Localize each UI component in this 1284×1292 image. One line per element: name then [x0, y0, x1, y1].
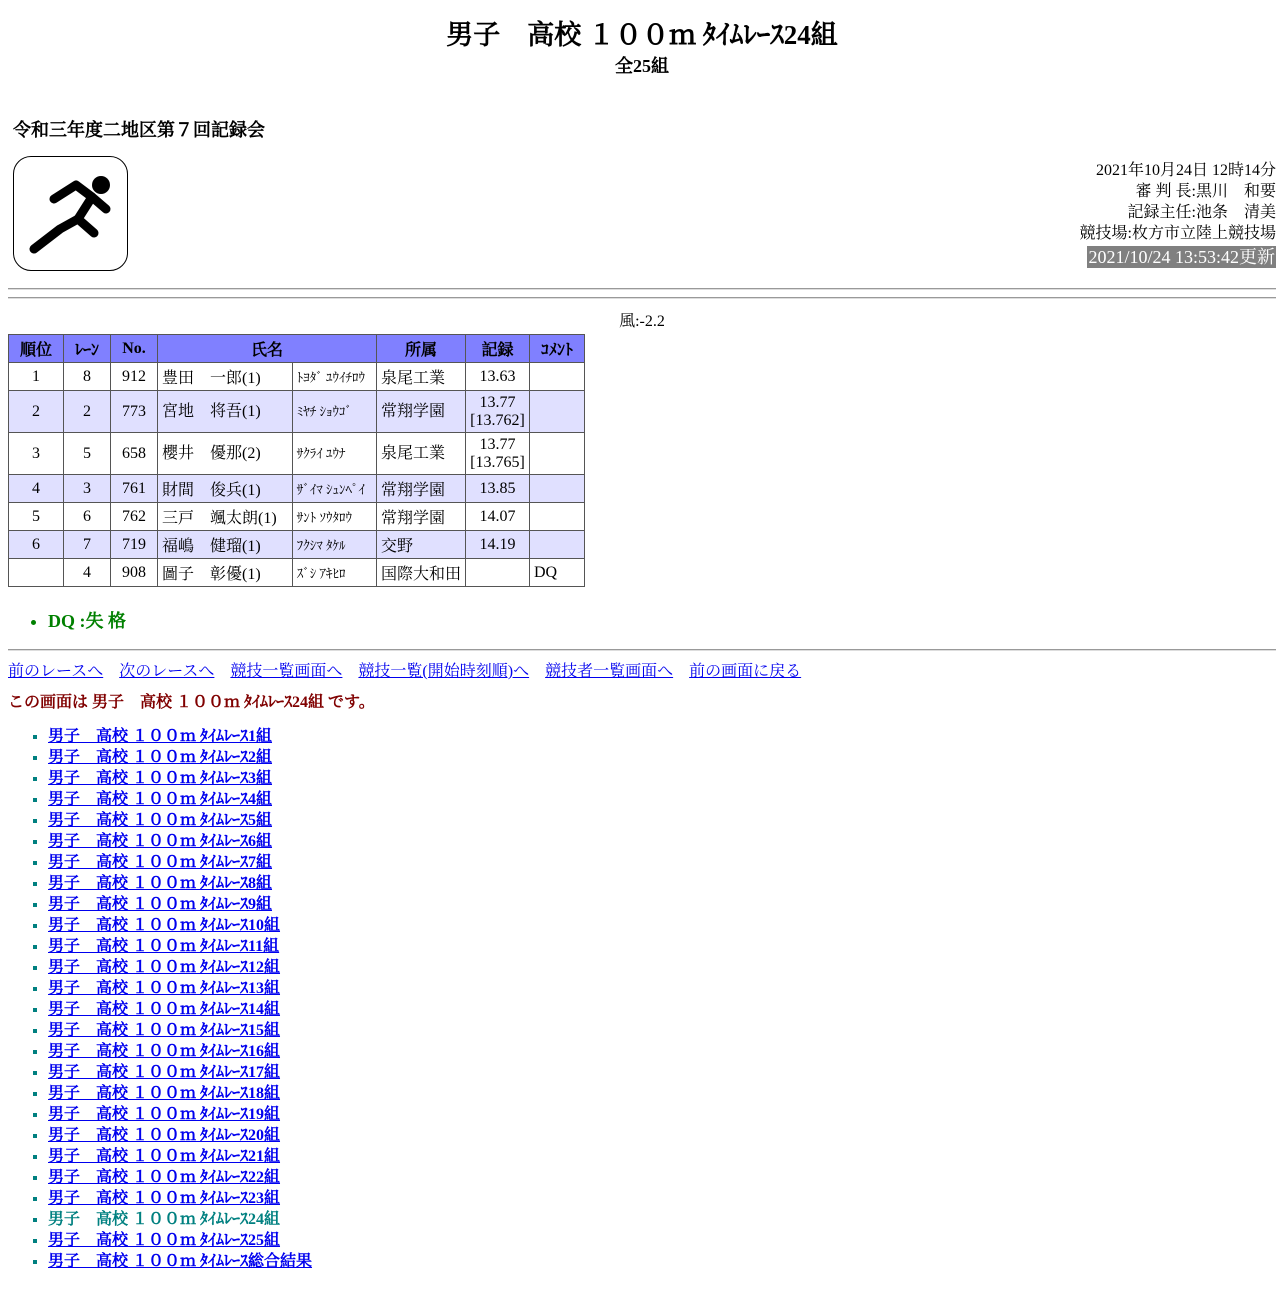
group-link[interactable]: 男子 高校 １００ｍ ﾀｲﾑﾚｰｽ23組: [48, 1190, 281, 1207]
wind-reading: 風:-2.2: [619, 313, 665, 330]
lane-cell: 2: [64, 391, 111, 433]
group-link[interactable]: 男子 高校 １００ｍ ﾀｲﾑﾚｰｽ16組: [48, 1043, 281, 1060]
number-cell: 761: [111, 475, 158, 503]
number-cell: 912: [111, 363, 158, 391]
record-value: 13.77: [479, 393, 516, 411]
group-list-item: [48, 936, 312, 957]
header-record: 記録: [466, 335, 530, 363]
kana-cell: ｻﾝﾄ ｿｳﾀﾛｳ: [292, 503, 376, 531]
group-list-item: [48, 726, 312, 747]
referee: 審 判 長:黒川 和要: [1135, 183, 1276, 200]
table-row: [9, 363, 585, 391]
results-table: [8, 334, 585, 587]
group-list-item: [48, 1188, 312, 1209]
table-row: [9, 433, 585, 475]
lane-cell: 5: [64, 433, 111, 475]
group-link[interactable]: 男子 高校 １００ｍ ﾀｲﾑﾚｰｽ8組: [48, 875, 273, 892]
group-link[interactable]: 男子 高校 １００ｍ ﾀｲﾑﾚｰｽ6組: [48, 833, 273, 850]
comment-cell: [530, 503, 585, 531]
kana-cell: ﾄﾖﾀﾞ ﾕｳｲﾁﾛｳ: [292, 363, 376, 391]
rank-cell: 3: [9, 433, 64, 475]
group-link[interactable]: 男子 高校 １００ｍ ﾀｲﾑﾚｰｽ3組: [48, 770, 273, 787]
current-group-label: 男子 高校 １００ｍ ﾀｲﾑﾚｰｽ24組: [48, 1211, 281, 1228]
team-cell: 常翔学園: [377, 391, 466, 433]
group-link[interactable]: 男子 高校 １００ｍ ﾀｲﾑﾚｰｽ2組: [48, 749, 273, 766]
kana-cell: ｻｸﾗｲ ﾕｳﾅ: [292, 433, 376, 475]
page-subtitle: 全25組: [615, 56, 669, 76]
header-number: No.: [111, 335, 158, 363]
group-list-item: [48, 873, 312, 894]
name-cell: 豊田 一郎(1): [158, 363, 293, 391]
table-row: [9, 531, 585, 559]
group-link[interactable]: 男子 高校 １００ｍ ﾀｲﾑﾚｰｽ11組: [48, 938, 280, 955]
group-link[interactable]: 男子 高校 １００ｍ ﾀｲﾑﾚｰｽ14組: [48, 1001, 281, 1018]
team-cell: 常翔学園: [377, 475, 466, 503]
group-list-item: [48, 810, 312, 831]
group-list: [30, 726, 312, 1272]
group-list-item: [48, 1104, 312, 1125]
group-link[interactable]: 男子 高校 １００ｍ ﾀｲﾑﾚｰｽ17組: [48, 1064, 281, 1081]
table-header-row: [9, 335, 585, 363]
group-list-item: [48, 957, 312, 978]
record-detail: [13.762]: [470, 411, 525, 429]
nav-links: [8, 658, 813, 681]
record-cell: 14.07: [466, 503, 530, 531]
group-link[interactable]: 男子 高校 １００ｍ ﾀｲﾑﾚｰｽ4組: [48, 791, 273, 808]
title-block: [0, 0, 1284, 78]
divider: [8, 297, 1276, 299]
group-list-item: [48, 1251, 312, 1272]
lane-cell: 6: [64, 503, 111, 531]
record-cell: [466, 559, 530, 587]
group-link[interactable]: 男子 高校 １００ｍ ﾀｲﾑﾚｰｽ10組: [48, 917, 281, 934]
name-cell: 櫻井 優那(2): [158, 433, 293, 475]
header-comment: ｺﾒﾝﾄ: [530, 335, 585, 363]
meet-datetime: 2021年10月24日 12時14分: [1095, 162, 1276, 179]
rank-cell: [9, 559, 64, 587]
record-cell: [466, 433, 530, 475]
group-list-item: [48, 894, 312, 915]
page-title: 男子 高校 １００ｍ ﾀｲﾑﾚｰｽ24組: [446, 20, 838, 50]
group-list-item: [48, 978, 312, 999]
rank-cell: 4: [9, 475, 64, 503]
lane-cell: 8: [64, 363, 111, 391]
record-cell: 14.19: [466, 531, 530, 559]
table-row: [9, 559, 585, 587]
group-list-item: [48, 915, 312, 936]
updated-timestamp: 2021/10/24 13:53:42更新: [1088, 247, 1275, 267]
group-link[interactable]: 男子 高校 １００ｍ ﾀｲﾑﾚｰｽ15組: [48, 1022, 281, 1039]
rank-cell: 6: [9, 531, 64, 559]
group-list-item: [48, 1020, 312, 1041]
divider: [8, 649, 1276, 651]
record-cell: [466, 391, 530, 433]
group-list-item: [48, 1083, 312, 1104]
comment-cell: [530, 433, 585, 475]
lane-cell: 4: [64, 559, 111, 587]
rank-cell: 2: [9, 391, 64, 433]
group-list-item: [48, 852, 312, 873]
team-cell: 交野: [377, 531, 466, 559]
number-cell: 908: [111, 559, 158, 587]
rank-cell: 1: [9, 363, 64, 391]
name-cell: 圖子 彰優(1): [158, 559, 293, 587]
number-cell: 762: [111, 503, 158, 531]
kana-cell: ﾌｸｼﾏ ﾀｹﾙ: [292, 531, 376, 559]
athlete-list-link[interactable]: 競技者一覧画面へ: [545, 663, 674, 680]
table-row: [9, 475, 585, 503]
group-link[interactable]: 男子 高校 １００ｍ ﾀｲﾑﾚｰｽ19組: [48, 1106, 281, 1123]
group-link[interactable]: 男子 高校 １００ｍ ﾀｲﾑﾚｰｽ7組: [48, 854, 273, 871]
table-row: [9, 503, 585, 531]
table-row: [9, 391, 585, 433]
kana-cell: ﾐﾔﾁ ｼｮｳｺﾞ: [292, 391, 376, 433]
team-cell: 泉尾工業: [377, 433, 466, 475]
event-list-link[interactable]: 競技一覧画面へ: [230, 663, 343, 680]
group-link[interactable]: 男子 高校 １００ｍ ﾀｲﾑﾚｰｽ25組: [48, 1232, 281, 1249]
group-list-item: [48, 1209, 312, 1230]
group-list-item: [48, 1041, 312, 1062]
header-name: 氏名: [158, 335, 377, 363]
group-list-item: [48, 768, 312, 789]
group-list-item: [48, 789, 312, 810]
record-cell: 13.85: [466, 475, 530, 503]
venue: 競技場:枚方市立陸上競技場: [1079, 225, 1276, 242]
current-page-note: この画面は 男子 高校 １００ｍ ﾀｲﾑﾚｰｽ24組 です。: [8, 694, 375, 711]
group-link[interactable]: 男子 高校 １００ｍ ﾀｲﾑﾚｰｽ総合結果: [48, 1253, 313, 1270]
kana-cell: ｽﾞｼ ｱｷﾋﾛ: [292, 559, 376, 587]
group-link[interactable]: 男子 高校 １００ｍ ﾀｲﾑﾚｰｽ1組: [48, 728, 273, 745]
group-link[interactable]: 男子 高校 １００ｍ ﾀｲﾑﾚｰｽ12組: [48, 959, 281, 976]
group-list-item: [48, 1146, 312, 1167]
group-list-item: [48, 1062, 312, 1083]
record-detail: [13.765]: [470, 453, 525, 471]
group-link[interactable]: 男子 高校 １００ｍ ﾀｲﾑﾚｰｽ20組: [48, 1127, 281, 1144]
event-list-by-time-link[interactable]: 競技一覧(開始時刻順)へ: [358, 663, 530, 680]
name-cell: 財間 俊兵(1): [158, 475, 293, 503]
group-list-item: [48, 747, 312, 768]
group-link[interactable]: 男子 高校 １００ｍ ﾀｲﾑﾚｰｽ18組: [48, 1085, 281, 1102]
team-cell: 泉尾工業: [377, 363, 466, 391]
running-person-icon: [13, 156, 128, 271]
divider: [8, 288, 1276, 290]
group-list-item: [48, 999, 312, 1020]
legend-item: • DQ :失 格: [48, 607, 126, 633]
lane-cell: 3: [64, 475, 111, 503]
number-cell: 658: [111, 433, 158, 475]
comment-cell: DQ: [530, 559, 585, 587]
group-link[interactable]: 男子 高校 １００ｍ ﾀｲﾑﾚｰｽ21組: [48, 1148, 281, 1165]
meet-name: 令和三年度二地区第７回記録会: [13, 120, 265, 140]
team-cell: 常翔学園: [377, 503, 466, 531]
name-cell: 宮地 将吾(1): [158, 391, 293, 433]
legend-list: [30, 607, 126, 633]
back-link[interactable]: 前の画面に戻る: [689, 663, 802, 680]
group-list-item: [48, 1167, 312, 1188]
kana-cell: ｻﾞｲﾏ ｼｭﾝﾍﾟｲ: [292, 475, 376, 503]
group-link[interactable]: 男子 高校 １００ｍ ﾀｲﾑﾚｰｽ5組: [48, 812, 273, 829]
comment-cell: [530, 475, 585, 503]
group-link[interactable]: 男子 高校 １００ｍ ﾀｲﾑﾚｰｽ22組: [48, 1169, 281, 1186]
number-cell: 719: [111, 531, 158, 559]
record-value: 13.77: [479, 435, 516, 453]
meet-info: [1080, 160, 1276, 269]
group-list-item: [48, 1125, 312, 1146]
results-body: [9, 363, 585, 587]
recorder: 記録主任:池条 清美: [1127, 204, 1276, 221]
group-list-item: [48, 831, 312, 852]
group-list-item: [48, 1230, 312, 1251]
rank-cell: 5: [9, 503, 64, 531]
comment-cell: [530, 363, 585, 391]
record-cell: 13.63: [466, 363, 530, 391]
header-rank: 順位: [9, 335, 64, 363]
name-cell: 三戸 颯太朗(1): [158, 503, 293, 531]
number-cell: 773: [111, 391, 158, 433]
group-link[interactable]: 男子 高校 １００ｍ ﾀｲﾑﾚｰｽ13組: [48, 980, 281, 997]
comment-cell: [530, 391, 585, 433]
team-cell: 国際大和田: [377, 559, 466, 587]
prev-race-link[interactable]: 前のレースへ: [8, 663, 104, 680]
name-cell: 福嶋 健瑠(1): [158, 531, 293, 559]
lane-cell: 7: [64, 531, 111, 559]
header-lane: ﾚｰﾝ: [64, 335, 111, 363]
group-link[interactable]: 男子 高校 １００ｍ ﾀｲﾑﾚｰｽ9組: [48, 896, 273, 913]
header-team: 所属: [377, 335, 466, 363]
comment-cell: [530, 531, 585, 559]
next-race-link[interactable]: 次のレースへ: [119, 663, 215, 680]
